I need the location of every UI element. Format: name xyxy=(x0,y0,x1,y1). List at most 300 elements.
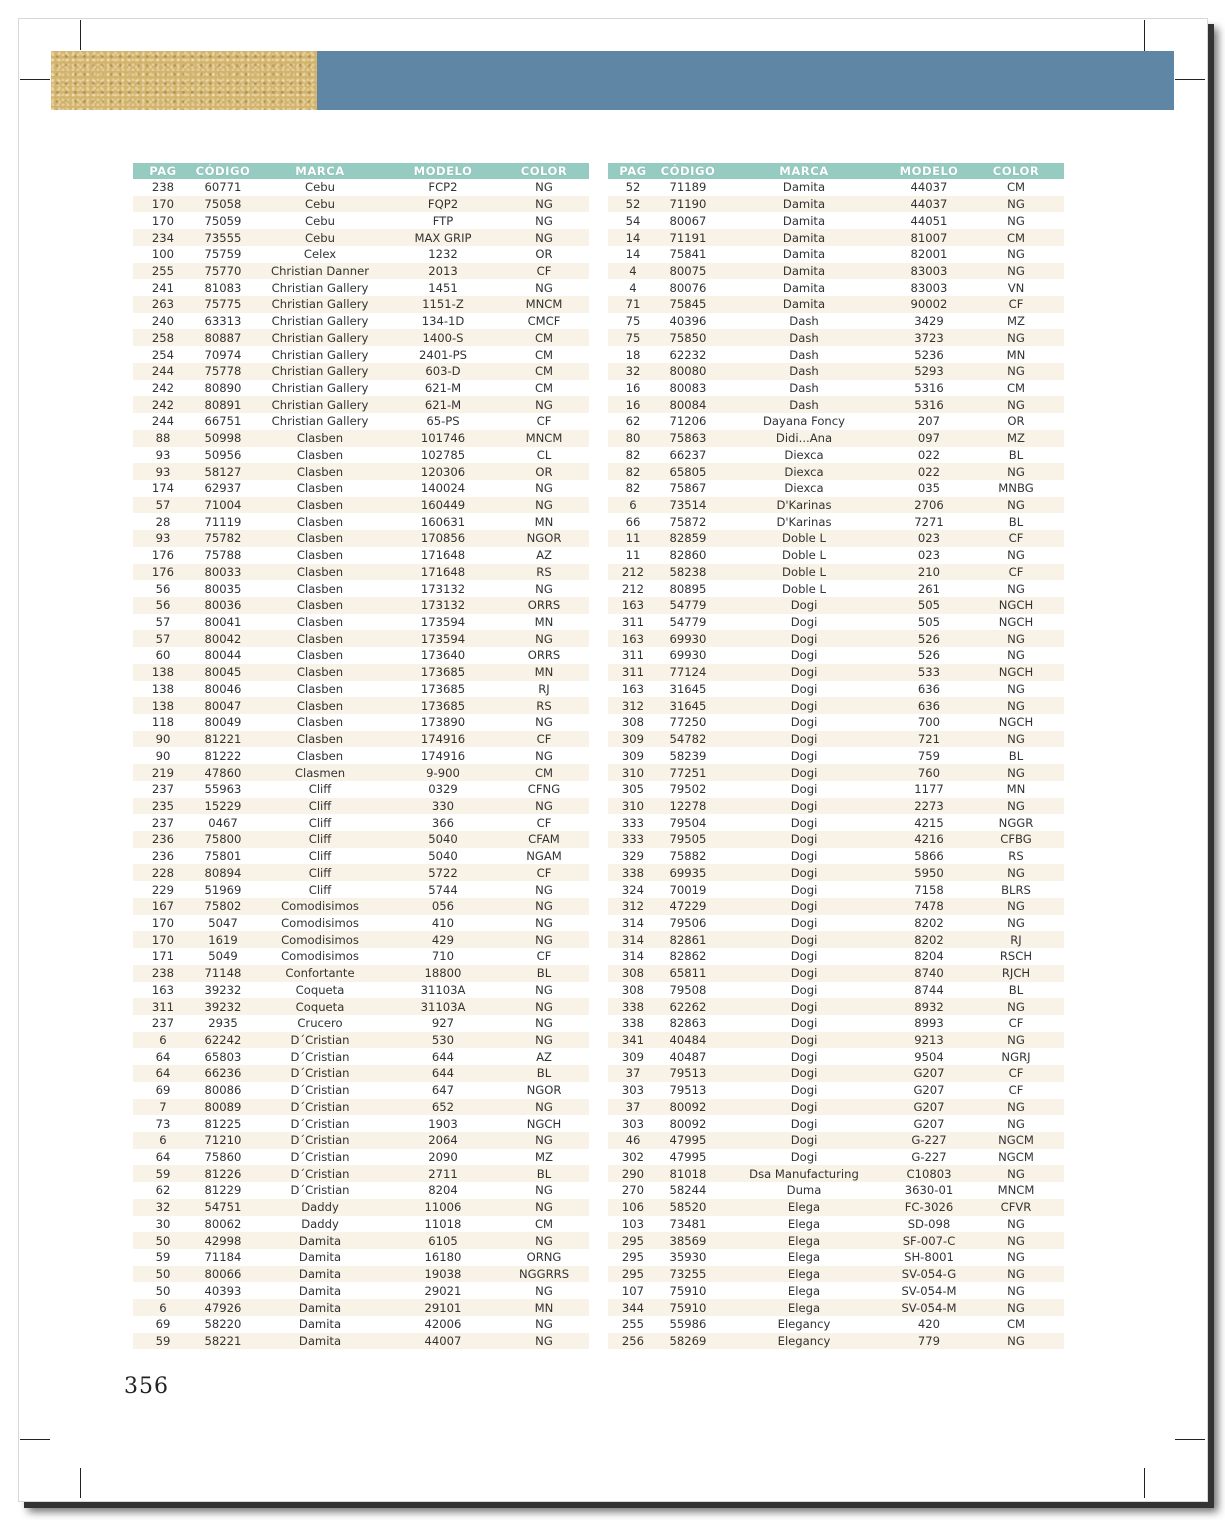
cell-codigo: 58221 xyxy=(193,1333,253,1350)
cell-codigo: 31645 xyxy=(658,697,718,714)
cell-color: NG xyxy=(968,329,1064,346)
cell-marca: Coqueta xyxy=(253,998,387,1015)
cell-pag: 32 xyxy=(133,1199,193,1216)
cell-pag: 311 xyxy=(621,648,645,663)
table-row xyxy=(133,430,589,447)
table-row xyxy=(133,296,589,313)
cell-marca: Clasben xyxy=(296,548,344,563)
cell-marca: Dogi xyxy=(718,998,890,1015)
cell-marca: Cliff xyxy=(253,864,387,881)
cell-marca: Damita xyxy=(718,229,890,246)
cell-codigo: 40484 xyxy=(658,1032,718,1049)
cell-marca: Dogi xyxy=(790,1150,818,1165)
table-row xyxy=(133,1299,589,1316)
cell-color: NG xyxy=(499,196,589,213)
cell-marca: Damita xyxy=(782,180,826,195)
cell-marca: Christian Gallery xyxy=(253,396,387,413)
table-row xyxy=(608,363,1064,380)
cell-pag: 244 xyxy=(133,363,193,380)
cell-modelo: 5236 xyxy=(914,347,944,362)
cell-color: CFVR xyxy=(968,1199,1064,1216)
table-row xyxy=(608,831,1064,848)
cell-marca: Dayana Foncy xyxy=(762,414,846,429)
cell-color: NGGRRS xyxy=(499,1266,589,1283)
table-row xyxy=(133,413,589,430)
cell-codigo: 81221 xyxy=(193,731,253,748)
cell-color: RJ xyxy=(968,931,1064,948)
cell-pag: 333 xyxy=(608,831,658,848)
table-row xyxy=(133,179,589,196)
cell-codigo: 79513 xyxy=(658,1065,718,1082)
table-row xyxy=(133,965,589,982)
cell-pag: 240 xyxy=(151,314,175,329)
cell-color: NG xyxy=(499,229,589,246)
cell-marca: Damita xyxy=(718,263,890,280)
cell-modelo: SV-054-M xyxy=(890,1299,968,1316)
cell-pag: 57 xyxy=(133,630,193,647)
cell-color: MN xyxy=(1006,347,1026,362)
cell-pag: 170 xyxy=(151,213,175,228)
cell-color: NG xyxy=(499,1232,589,1249)
cell-pag: 303 xyxy=(621,1083,645,1098)
cell-pag: 52 xyxy=(608,196,658,213)
table-row xyxy=(608,998,1064,1015)
cell-pag: 62 xyxy=(155,1183,171,1198)
cell-pag: 237 xyxy=(151,782,175,797)
cell-codigo: 31645 xyxy=(669,681,707,696)
cell-codigo: 75910 xyxy=(669,1283,707,1298)
crop-mark xyxy=(20,1439,50,1440)
cell-pag: 254 xyxy=(151,347,175,362)
cell-color: NGCH xyxy=(968,664,1064,681)
cell-codigo: 40487 xyxy=(669,1049,707,1064)
cell-marca: Coqueta xyxy=(295,982,345,997)
cell-color: RS xyxy=(1008,849,1024,864)
cell-pag: 6 xyxy=(133,1132,193,1149)
cell-modelo: 2013 xyxy=(387,263,499,280)
cell-marca: Doble L xyxy=(718,530,890,547)
cell-pag: 14 xyxy=(608,229,658,246)
table-row xyxy=(608,313,1064,330)
cell-codigo: 66237 xyxy=(669,447,707,462)
cell-pag: 82 xyxy=(625,481,641,496)
cell-color: NG xyxy=(968,1266,1064,1283)
table-row xyxy=(133,480,589,497)
cell-codigo: 65803 xyxy=(204,1049,242,1064)
cell-color: NG xyxy=(968,497,1064,514)
cell-codigo: 81229 xyxy=(204,1183,242,1198)
table-row xyxy=(133,781,589,798)
cell-color: NG xyxy=(535,1016,553,1031)
cell-color: MZ xyxy=(968,430,1064,447)
cell-pag: 255 xyxy=(133,263,193,280)
cell-codigo: 80089 xyxy=(193,1099,253,1116)
cell-codigo: 75860 xyxy=(204,1150,242,1165)
cell-marca: Dogi xyxy=(718,931,890,948)
header-pag: PAG xyxy=(608,163,658,179)
header-banner-texture xyxy=(51,51,317,110)
cell-codigo: 71210 xyxy=(193,1132,253,1149)
cell-codigo: 55963 xyxy=(204,782,242,797)
cell-codigo: 1619 xyxy=(193,931,253,948)
table-row xyxy=(608,1199,1064,1216)
table-row xyxy=(133,1333,589,1350)
cell-pag: 229 xyxy=(151,882,175,897)
cell-color: NG xyxy=(968,196,1064,213)
cell-pag: 93 xyxy=(155,447,171,462)
table-row xyxy=(608,564,1064,581)
cell-marca: Christian Gallery xyxy=(271,414,369,429)
cell-codigo: 80033 xyxy=(193,564,253,581)
cell-modelo: 173132 xyxy=(420,581,466,596)
cell-pag: 82 xyxy=(625,447,641,462)
cell-color: NG xyxy=(968,396,1064,413)
cell-marca: Clasben xyxy=(253,597,387,614)
cell-codigo: 75059 xyxy=(204,213,242,228)
table-row xyxy=(133,530,589,547)
cell-color: NG xyxy=(968,630,1064,647)
cell-codigo: 5047 xyxy=(208,915,238,930)
table-row xyxy=(608,380,1064,397)
cell-pag: 100 xyxy=(151,247,175,262)
cell-modelo: 721 xyxy=(890,731,968,748)
cell-codigo: 65805 xyxy=(658,463,718,480)
table-row xyxy=(608,764,1064,781)
table-row xyxy=(133,647,589,664)
table-row xyxy=(133,881,589,898)
table-row xyxy=(608,279,1064,296)
cell-pag: 308 xyxy=(621,982,645,997)
cell-marca: Cliff xyxy=(308,882,332,897)
header-banner xyxy=(317,51,1174,110)
cell-modelo: 621-M xyxy=(387,396,499,413)
cell-color: NG xyxy=(1007,1116,1025,1131)
cell-codigo: 80044 xyxy=(204,648,242,663)
cell-color: NG xyxy=(968,764,1064,781)
cell-pag: 311 xyxy=(608,664,658,681)
cell-marca: Dogi xyxy=(790,1116,818,1131)
cell-modelo: 90002 xyxy=(890,296,968,313)
cell-modelo: 420 xyxy=(917,1317,941,1332)
cell-color: NG xyxy=(499,1132,589,1149)
cell-marca: Daddy xyxy=(253,1199,387,1216)
cell-modelo: 1151-Z xyxy=(387,296,499,313)
cell-codigo: 79513 xyxy=(669,1083,707,1098)
cell-marca: Christian Gallery xyxy=(271,347,369,362)
cell-marca: Dash xyxy=(718,329,890,346)
cell-pag: 14 xyxy=(625,247,641,262)
cell-pag: 37 xyxy=(608,1099,658,1116)
table-row xyxy=(608,1099,1064,1116)
cell-marca: Dogi xyxy=(718,1032,890,1049)
cell-modelo: G-227 xyxy=(890,1132,968,1149)
table-row xyxy=(133,564,589,581)
table-row xyxy=(608,1082,1064,1099)
cell-marca: Doble L xyxy=(782,548,826,563)
cell-pag: 237 xyxy=(151,1016,175,1031)
header-color: COLOR xyxy=(968,163,1064,179)
cell-modelo: FCP2 xyxy=(428,180,458,195)
table-row xyxy=(608,1115,1064,1132)
table-row xyxy=(608,848,1064,865)
table-row xyxy=(133,229,589,246)
cell-pag: 82 xyxy=(608,463,658,480)
cell-modelo: G207 xyxy=(913,1083,945,1098)
cell-marca: Cliff xyxy=(308,815,332,830)
cell-marca: Elega xyxy=(718,1232,890,1249)
cell-marca: Clasben xyxy=(296,715,344,730)
table-row xyxy=(133,1099,589,1116)
cell-color: NG xyxy=(535,581,553,596)
cell-color: CF xyxy=(536,949,552,964)
cell-color: NG xyxy=(535,213,553,228)
cell-color: MN xyxy=(1006,782,1026,797)
cell-color: BLRS xyxy=(1001,882,1031,897)
cell-color: AZ xyxy=(536,548,552,563)
cell-codigo: 80047 xyxy=(193,697,253,714)
cell-pag: 57 xyxy=(133,497,193,514)
cell-marca: Daddy xyxy=(301,1216,339,1231)
cell-codigo: 47995 xyxy=(669,1150,707,1165)
table-row xyxy=(133,1165,589,1182)
cell-modelo: 101746 xyxy=(387,430,499,447)
cell-pag: 64 xyxy=(155,1150,171,1165)
cell-marca: Dogi xyxy=(790,748,818,763)
cell-codigo: 81018 xyxy=(658,1165,718,1182)
table-row xyxy=(133,1132,589,1149)
cell-color: NGCH xyxy=(526,1116,562,1131)
cell-pag: 66 xyxy=(625,514,641,529)
cell-modelo: 173640 xyxy=(420,648,466,663)
cell-pag: 338 xyxy=(608,998,658,1015)
cell-marca: D´Cristian xyxy=(290,1049,350,1064)
cell-color: NG xyxy=(1007,247,1025,262)
table-row xyxy=(133,1232,589,1249)
cell-modelo: 173594 xyxy=(420,615,466,630)
cell-color: CM xyxy=(534,1216,554,1231)
crop-mark xyxy=(20,79,50,80)
table-row xyxy=(608,1266,1064,1283)
cell-modelo: 2401-PS xyxy=(418,347,468,362)
cell-modelo: 8744 xyxy=(914,982,944,997)
cell-pag: 90 xyxy=(155,748,171,763)
cell-codigo: 51969 xyxy=(204,882,242,897)
cell-marca: Clasben xyxy=(296,581,344,596)
cell-modelo: 83003 xyxy=(910,280,948,295)
cell-marca: Cliff xyxy=(308,849,332,864)
cell-pag: 310 xyxy=(608,764,658,781)
cell-modelo: 5293 xyxy=(890,363,968,380)
cell-modelo: 31103A xyxy=(420,982,466,997)
cell-color: NG xyxy=(968,731,1064,748)
cell-color: CL xyxy=(536,447,552,462)
table-row xyxy=(133,212,589,229)
cell-codigo: 73255 xyxy=(658,1266,718,1283)
cell-color: NG xyxy=(1007,213,1025,228)
crop-mark xyxy=(1175,1439,1205,1440)
cell-modelo: 83003 xyxy=(890,263,968,280)
cell-modelo: 207 xyxy=(917,414,941,429)
cell-codigo: 80045 xyxy=(193,664,253,681)
cell-marca: Christian Gallery xyxy=(253,329,387,346)
cell-marca: Clasben xyxy=(296,748,344,763)
cell-codigo: 38569 xyxy=(658,1232,718,1249)
cell-codigo: 80066 xyxy=(193,1266,253,1283)
cell-marca: Cebu xyxy=(305,213,335,228)
table-row xyxy=(133,915,589,932)
cell-modelo: 1177 xyxy=(914,782,944,797)
cell-pag: 64 xyxy=(155,1049,171,1064)
cell-codigo: 80083 xyxy=(669,380,707,395)
cell-marca: Elegancy xyxy=(777,1317,831,1332)
cell-codigo: 75850 xyxy=(658,329,718,346)
table-row xyxy=(133,547,589,564)
cell-color: NG xyxy=(968,864,1064,881)
cell-color: NGCH xyxy=(968,597,1064,614)
cell-marca: Damita xyxy=(782,213,826,228)
cell-modelo: G-227 xyxy=(911,1150,947,1165)
cell-color: CF xyxy=(968,530,1064,547)
cell-color: CM xyxy=(1006,1317,1026,1332)
cell-pag: 295 xyxy=(608,1266,658,1283)
cell-pag: 238 xyxy=(133,965,193,982)
cell-marca: Dogi xyxy=(790,949,818,964)
cell-pag: 90 xyxy=(133,731,193,748)
cell-pag: 236 xyxy=(151,849,175,864)
table-row xyxy=(608,229,1064,246)
table-row xyxy=(133,898,589,915)
table-row xyxy=(608,1316,1064,1333)
cell-marca: D´Cristian xyxy=(253,1165,387,1182)
cell-color: NGAM xyxy=(526,849,562,864)
cell-marca: D´Cristian xyxy=(290,1183,350,1198)
cell-pag: 56 xyxy=(155,581,171,596)
cell-color: MN xyxy=(499,1299,589,1316)
table-row xyxy=(608,1249,1064,1266)
cell-codigo: 66751 xyxy=(204,414,242,429)
cell-pag: 241 xyxy=(151,280,175,295)
cell-modelo: 44051 xyxy=(910,213,948,228)
cell-codigo: 80062 xyxy=(204,1216,242,1231)
cell-codigo: 80890 xyxy=(204,380,242,395)
table-body-right xyxy=(608,179,1064,1349)
cell-marca: D´Cristian xyxy=(290,1150,350,1165)
cell-marca: D'Karinas xyxy=(718,497,890,514)
cell-modelo: 65-PS xyxy=(426,414,460,429)
cell-color: NGCM xyxy=(998,1150,1034,1165)
table-row xyxy=(608,263,1064,280)
table-row xyxy=(608,296,1064,313)
cell-marca: Damita xyxy=(298,1283,342,1298)
cell-modelo: 526 xyxy=(917,648,941,663)
catalog-table-left xyxy=(133,163,589,1349)
cell-modelo: 022 xyxy=(890,463,968,480)
cell-pag: 64 xyxy=(133,1065,193,1082)
table-row xyxy=(133,1115,589,1132)
cell-color: CM xyxy=(499,363,589,380)
cell-modelo: 173132 xyxy=(387,597,499,614)
cell-pag: 329 xyxy=(621,849,645,864)
cell-color: NG xyxy=(968,363,1064,380)
table-row xyxy=(133,814,589,831)
cell-color: NGRJ xyxy=(1001,1049,1031,1064)
table-row xyxy=(133,764,589,781)
table-row xyxy=(608,1165,1064,1182)
cell-codigo: 39232 xyxy=(204,982,242,997)
cell-pag: 314 xyxy=(608,931,658,948)
cell-color: CM xyxy=(499,764,589,781)
cell-pag: 170 xyxy=(133,931,193,948)
cell-marca: Confortante xyxy=(253,965,387,982)
cell-color: NG xyxy=(535,481,553,496)
cell-color: NG xyxy=(535,1183,553,1198)
cell-modelo: 8202 xyxy=(914,915,944,930)
cell-codigo: 66236 xyxy=(193,1065,253,1082)
cell-codigo: 54779 xyxy=(658,597,718,614)
cell-pag: 311 xyxy=(621,615,645,630)
cell-pag: 219 xyxy=(133,764,193,781)
cell-modelo: 7478 xyxy=(890,898,968,915)
table-row xyxy=(133,463,589,480)
cell-color: BL xyxy=(1008,748,1024,763)
cell-modelo: 636 xyxy=(917,681,941,696)
cell-color: CF xyxy=(968,1065,1064,1082)
cell-marca: Christian Danner xyxy=(253,263,387,280)
cell-codigo: 75775 xyxy=(193,296,253,313)
table-row xyxy=(133,948,589,965)
cell-pag: 62 xyxy=(625,414,641,429)
cell-modelo: 056 xyxy=(387,898,499,915)
cell-codigo: 54751 xyxy=(193,1199,253,1216)
table-row xyxy=(133,1032,589,1049)
table-row xyxy=(133,848,589,865)
cell-marca: Damita xyxy=(253,1333,387,1350)
cell-codigo: 54782 xyxy=(658,731,718,748)
cell-marca: Dogi xyxy=(790,815,818,830)
cell-codigo: 71190 xyxy=(658,196,718,213)
cell-modelo: 7271 xyxy=(914,514,944,529)
cell-modelo: G207 xyxy=(913,1116,945,1131)
cell-marca: Clasben xyxy=(296,615,344,630)
cell-modelo: 8932 xyxy=(890,998,968,1015)
cell-color: CMCF xyxy=(527,314,561,329)
table-row xyxy=(133,263,589,280)
cell-codigo: 80080 xyxy=(658,363,718,380)
cell-codigo: 58220 xyxy=(204,1317,242,1332)
cell-codigo: 77251 xyxy=(658,764,718,781)
cell-codigo: 47926 xyxy=(193,1299,253,1316)
cell-modelo: 5950 xyxy=(890,864,968,881)
cell-modelo: 759 xyxy=(917,748,941,763)
cell-modelo: 4215 xyxy=(914,815,944,830)
cell-modelo: 3429 xyxy=(914,314,944,329)
cell-marca: Celex xyxy=(303,247,337,262)
cell-color: CF xyxy=(968,564,1064,581)
cell-modelo: 82001 xyxy=(910,247,948,262)
cell-marca: Elega xyxy=(787,1283,821,1298)
cell-pag: 338 xyxy=(608,864,658,881)
cell-modelo: 644 xyxy=(431,1049,455,1064)
cell-codigo: 71004 xyxy=(193,497,253,514)
cell-pag: 50 xyxy=(133,1232,193,1249)
header-marca: MARCA xyxy=(718,163,890,179)
table-row xyxy=(608,1299,1064,1316)
cell-pag: 80 xyxy=(608,430,658,447)
cell-pag: 4 xyxy=(629,280,637,295)
cell-marca: Cliff xyxy=(308,782,332,797)
cell-marca: Damita xyxy=(253,1299,387,1316)
cell-color: ORNG xyxy=(526,1250,562,1265)
